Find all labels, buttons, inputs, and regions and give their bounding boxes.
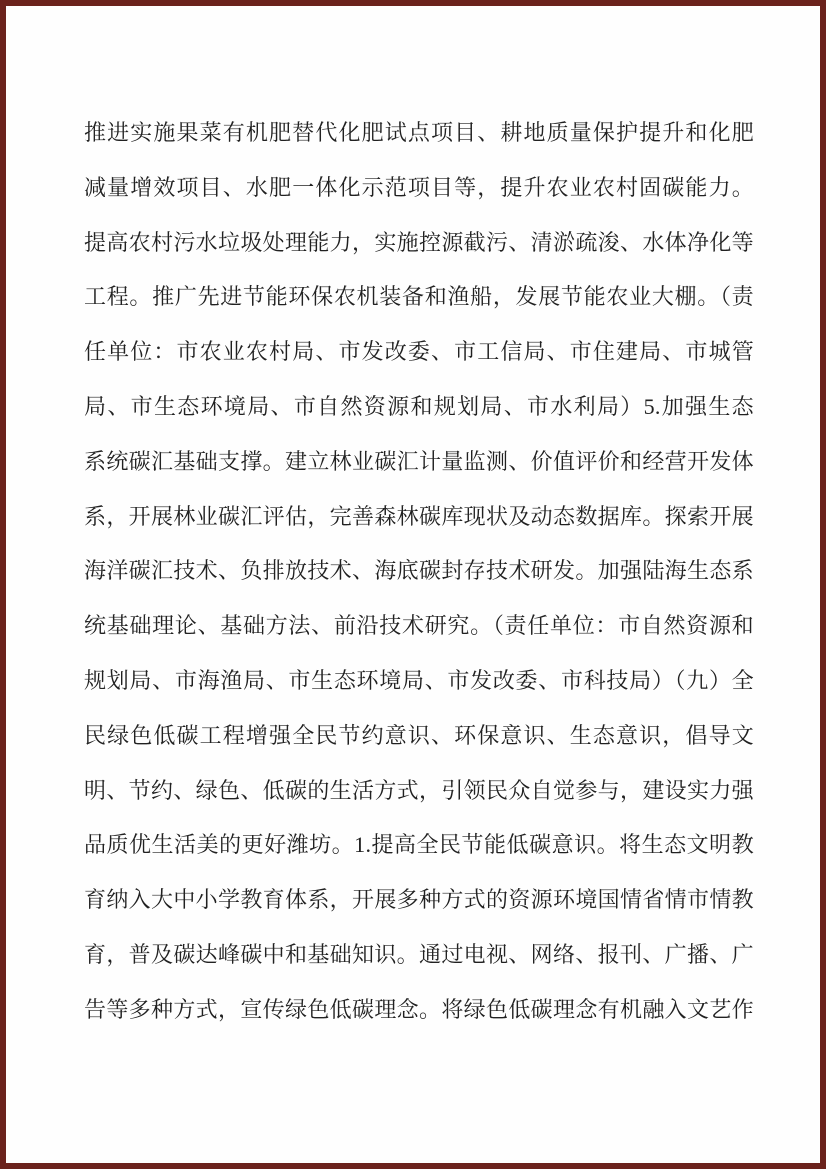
text-line: 品质优生活美的更好潍坊。1.提高全民节能低碳意识。将生态文明教 [84, 832, 754, 858]
text-line: 提高农村污水垃圾处理能力，实施控源截污、清淤疏浚、水体净化等 [84, 229, 754, 255]
text-line: 统基础理论、基础方法、前沿技术研究。（责任单位：市自然资源和 [84, 613, 754, 639]
text-line: 减量增效项目、水肥一体化示范项目等，提升农业农村固碳能力。 [84, 174, 754, 200]
text-line: 民绿色低碳工程增强全民节约意识、环保意识、生态意识，倡导文 [84, 722, 754, 748]
text-line: 育，普及碳达峰碳中和基础知识。通过电视、网络、报刊、广播、广 [84, 941, 754, 967]
text-line: 规划局、市海渔局、市生态环境局、市发改委、市科技局）（九）全 [84, 667, 754, 693]
text-line: 推进实施果菜有机肥替代化肥试点项目、耕地质量保护提升和化肥 [84, 120, 754, 145]
text-line: 育纳入大中小学教育体系，开展多种方式的资源环境国情省情市情教 [84, 887, 754, 913]
text-line: 任单位：市农业农村局、市发改委、市工信局、市住建局、市城管 [84, 339, 754, 365]
text-line: 工程。推广先进节能环保农机装备和渔船，发展节能农业大棚。（责 [84, 284, 754, 310]
text-line: 系，开展林业碳汇评估，完善森林碳库现状及动态数据库。探索开展 [84, 503, 754, 529]
text-line: 局、市生态环境局、市自然资源和规划局、市水利局）5.加强生态 [84, 393, 754, 419]
text-line: 系统碳汇基础支撑。建立林业碳汇计量监测、价值评价和经营开发体 [84, 448, 754, 474]
document-body-text [6, 6, 826, 1038]
text-line: 明、节约、绿色、低碳的生活方式，引领民众自觉参与，建设实力强 [84, 777, 754, 803]
text-line: 海洋碳汇技术、负排放技术、海底碳封存技术研发。加强陆海生态系 [84, 558, 754, 584]
text-line: 告等多种方式，宣传绿色低碳理念。将绿色低碳理念有机融入文艺作 [84, 996, 754, 1022]
